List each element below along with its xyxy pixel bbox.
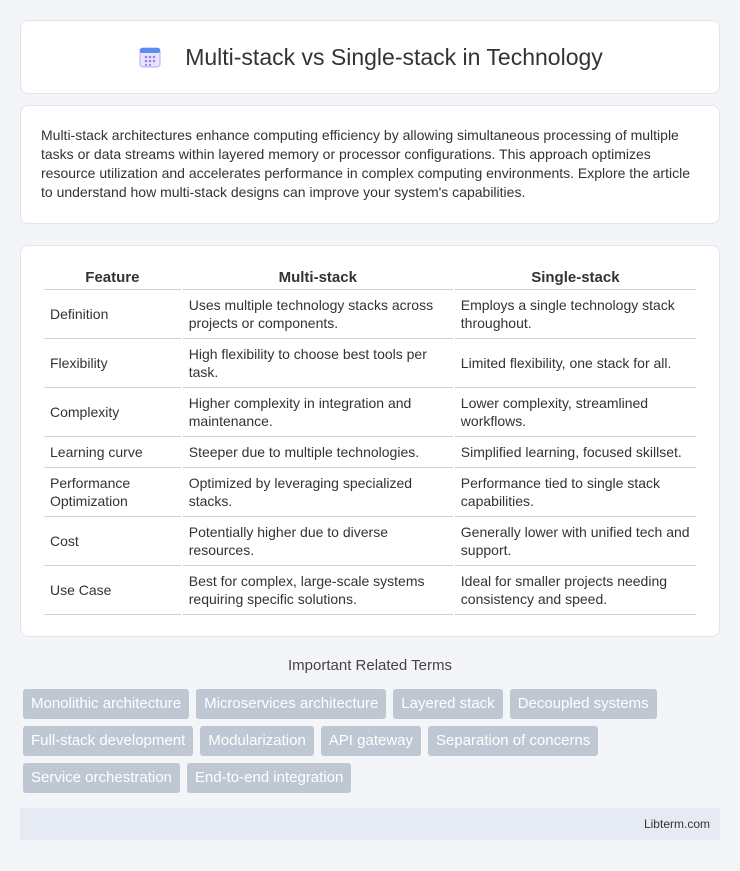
related-terms-list <box>23 689 713 793</box>
table-row <box>44 468 696 517</box>
footer <box>20 808 720 840</box>
header-card <box>20 20 720 94</box>
multi-stack-cell: Potentially higher due to diverse resources. <box>183 517 453 566</box>
intro-card <box>20 105 720 224</box>
multi-stack-cell: Higher complexity in integration and maintenance. <box>183 388 453 437</box>
multi-stack-cell: Steeper due to multiple technologies. <box>183 437 453 468</box>
column-header-multi-stack: Multi-stack <box>183 264 453 290</box>
feature-cell: Performance Optimization <box>44 468 181 517</box>
related-term-tag[interactable]: Decoupled systems <box>510 689 657 719</box>
intro-text: Multi-stack architectures enhance computing efficiency by allowing simultaneous processing of multiple tasks or data streams within layered memory or processor configurations. This approach optimizes resource utilization and accelerates performance in complex computing environments. Explore the article to understand how multi-stack designs can improve your system's capabilities. <box>41 127 690 200</box>
footer-site-link[interactable]: Libterm.com <box>643 817 710 831</box>
calendar-grid-icon <box>137 44 163 70</box>
column-header-single-stack: Single-stack <box>455 264 696 290</box>
feature-cell: Flexibility <box>44 339 181 388</box>
single-stack-cell: Performance tied to single stack capabilities. <box>455 468 696 517</box>
related-term-tag[interactable]: Monolithic architecture <box>23 689 189 719</box>
single-stack-cell: Generally lower with unified tech and support. <box>455 517 696 566</box>
feature-cell: Cost <box>44 517 181 566</box>
related-term-tag[interactable]: Modularization <box>200 726 314 756</box>
multi-stack-cell: Best for complex, large-scale systems requiring specific solutions. <box>183 566 453 615</box>
single-stack-cell: Employs a single technology stack throughout. <box>455 290 696 339</box>
feature-cell: Complexity <box>44 388 181 437</box>
comparison-table-card <box>20 245 720 637</box>
multi-stack-cell: High flexibility to choose best tools per task. <box>183 339 453 388</box>
single-stack-cell: Simplified learning, focused skillset. <box>455 437 696 468</box>
table-row <box>44 339 696 388</box>
related-term-tag[interactable]: Layered stack <box>393 689 502 719</box>
table-row <box>44 437 696 468</box>
related-term-tag[interactable]: End-to-end integration <box>187 763 351 793</box>
single-stack-cell: Lower complexity, streamlined workflows. <box>455 388 696 437</box>
table-row <box>44 517 696 566</box>
related-term-tag[interactable]: API gateway <box>321 726 421 756</box>
feature-cell: Definition <box>44 290 181 339</box>
single-stack-cell: Ideal for smaller projects needing consistency and speed. <box>455 566 696 615</box>
single-stack-cell: Limited flexibility, one stack for all. <box>455 339 696 388</box>
column-header-feature: Feature <box>44 264 181 290</box>
related-term-tag[interactable]: Service orchestration <box>23 763 180 793</box>
page-title: Multi-stack vs Single-stack in Technology <box>185 43 603 70</box>
table-row <box>44 566 696 615</box>
feature-cell: Use Case <box>44 566 181 615</box>
table-header-row <box>44 264 696 290</box>
related-term-tag[interactable]: Separation of concerns <box>428 726 598 756</box>
related-term-tag[interactable]: Full-stack development <box>23 726 193 756</box>
related-terms-title: Important Related Terms <box>288 657 452 674</box>
multi-stack-cell: Uses multiple technology stacks across projects or components. <box>183 290 453 339</box>
comparison-table <box>42 264 698 615</box>
table-row <box>44 290 696 339</box>
related-term-tag[interactable]: Microservices architecture <box>196 689 386 719</box>
table-row <box>44 388 696 437</box>
feature-cell: Learning curve <box>44 437 181 468</box>
multi-stack-cell: Optimized by leveraging specialized stacks. <box>183 468 453 517</box>
